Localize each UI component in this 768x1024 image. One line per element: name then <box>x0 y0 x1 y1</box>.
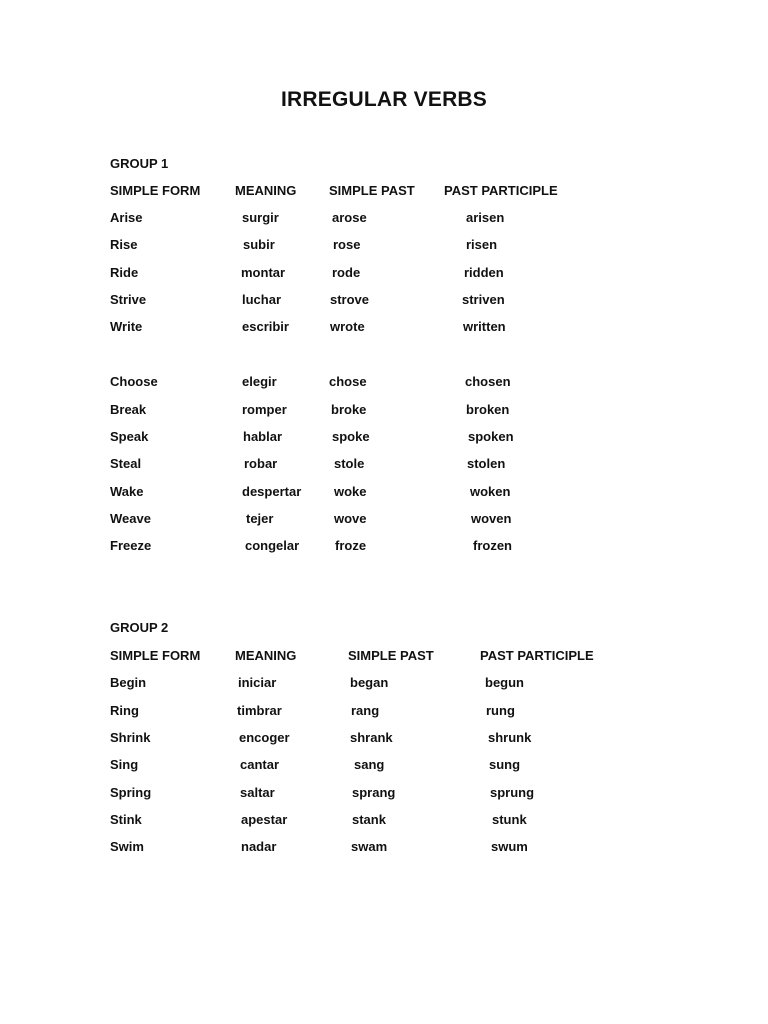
cell-meaning: robar <box>244 456 278 471</box>
cell-meaning: romper <box>242 402 287 417</box>
cell-meaning: apestar <box>241 812 288 827</box>
table-row <box>0 675 768 693</box>
header-simple-form: SIMPLE FORM <box>110 648 201 663</box>
cell-past-participle: frozen <box>473 538 512 553</box>
cell-simple-past: spoke <box>332 429 370 444</box>
cell-simple-form: Speak <box>110 429 149 444</box>
cell-past-participle: risen <box>466 237 498 252</box>
cell-simple-form: Sing <box>110 757 139 772</box>
cell-simple-past: froze <box>335 538 367 553</box>
cell-simple-form: Stink <box>110 812 142 827</box>
header-meaning: MEANING <box>235 648 297 663</box>
header-past-participle: PAST PARTICIPLE <box>480 648 594 663</box>
cell-meaning: luchar <box>242 292 282 307</box>
group-1-header-row <box>0 183 768 201</box>
cell-simple-past: stank <box>352 812 386 827</box>
cell-simple-form: Arise <box>110 210 143 225</box>
cell-meaning: hablar <box>243 429 283 444</box>
cell-simple-form: Swim <box>110 839 144 854</box>
header-meaning: MEANING <box>235 183 297 198</box>
table-row <box>0 429 768 447</box>
page-title: IRREGULAR VERBS <box>280 88 488 111</box>
cell-past-participle: sung <box>489 757 521 772</box>
cell-meaning: encoger <box>239 730 290 745</box>
cell-simple-form: Spring <box>110 785 152 800</box>
table-row <box>0 374 768 392</box>
cell-meaning: cantar <box>240 757 280 772</box>
cell-simple-form: Rise <box>110 237 138 252</box>
cell-meaning: timbrar <box>237 703 282 718</box>
cell-past-participle: written <box>463 319 506 334</box>
cell-meaning: tejer <box>246 511 274 526</box>
cell-simple-past: wove <box>334 511 367 526</box>
cell-meaning: subir <box>243 237 275 252</box>
header-past-participle: PAST PARTICIPLE <box>444 183 558 198</box>
cell-meaning: montar <box>241 265 286 280</box>
cell-past-participle: woken <box>470 484 511 499</box>
cell-simple-form: Write <box>110 319 143 334</box>
cell-past-participle: arisen <box>466 210 505 225</box>
cell-past-participle: swum <box>491 839 528 854</box>
cell-simple-form: Wake <box>110 484 144 499</box>
cell-meaning: despertar <box>242 484 302 499</box>
cell-meaning: congelar <box>245 538 300 553</box>
cell-simple-past: sang <box>354 757 385 772</box>
cell-past-participle: broken <box>466 402 510 417</box>
table-row <box>0 265 768 283</box>
cell-simple-form: Ride <box>110 265 139 280</box>
table-row <box>0 839 768 857</box>
header-simple-past: SIMPLE PAST <box>348 648 434 663</box>
cell-simple-form: Choose <box>110 374 158 389</box>
cell-meaning: iniciar <box>238 675 277 690</box>
cell-simple-past: swam <box>351 839 388 854</box>
cell-simple-past: stole <box>334 456 365 471</box>
cell-past-participle: stunk <box>492 812 527 827</box>
cell-past-participle: striven <box>462 292 505 307</box>
table-row <box>0 456 768 474</box>
cell-past-participle: spoken <box>468 429 514 444</box>
table-row <box>0 210 768 228</box>
cell-simple-past: arose <box>332 210 367 225</box>
cell-meaning: escribir <box>242 319 289 334</box>
table-row <box>0 757 768 775</box>
cell-past-participle: shrunk <box>488 730 532 745</box>
cell-simple-past: rode <box>332 265 361 280</box>
header-simple-past: SIMPLE PAST <box>329 183 415 198</box>
header-simple-form: SIMPLE FORM <box>110 183 201 198</box>
table-row <box>0 538 768 556</box>
table-row <box>0 402 768 420</box>
cell-meaning: saltar <box>240 785 275 800</box>
table-row <box>0 484 768 502</box>
group-1-label: GROUP 1 <box>110 156 169 171</box>
cell-simple-past: shrank <box>350 730 393 745</box>
table-row <box>0 703 768 721</box>
cell-simple-form: Weave <box>110 511 151 526</box>
group-2-label: GROUP 2 <box>110 620 169 635</box>
cell-simple-form: Shrink <box>110 730 151 745</box>
table-row <box>0 319 768 337</box>
table-row <box>0 730 768 748</box>
cell-simple-past: sprang <box>352 785 396 800</box>
table-row <box>0 292 768 310</box>
table-row <box>0 511 768 529</box>
cell-simple-past: rang <box>351 703 380 718</box>
cell-meaning: elegir <box>242 374 277 389</box>
cell-simple-past: rose <box>333 237 361 252</box>
cell-simple-form: Begin <box>110 675 147 690</box>
cell-simple-form: Strive <box>110 292 147 307</box>
cell-past-participle: woven <box>471 511 512 526</box>
cell-simple-form: Steal <box>110 456 142 471</box>
cell-simple-past: strove <box>330 292 370 307</box>
cell-meaning: nadar <box>241 839 277 854</box>
cell-simple-past: broke <box>331 402 367 417</box>
cell-meaning: surgir <box>242 210 279 225</box>
table-row <box>0 812 768 830</box>
group-2-header-row <box>0 648 768 666</box>
cell-past-participle: sprung <box>490 785 535 800</box>
cell-past-participle: ridden <box>464 265 504 280</box>
cell-past-participle: stolen <box>467 456 506 471</box>
cell-simple-past: began <box>350 675 389 690</box>
cell-simple-past: chose <box>329 374 367 389</box>
cell-simple-past: wrote <box>330 319 365 334</box>
cell-simple-form: Break <box>110 402 147 417</box>
cell-past-participle: begun <box>485 675 524 690</box>
cell-past-participle: rung <box>486 703 515 718</box>
cell-simple-form: Freeze <box>110 538 152 553</box>
cell-simple-past: woke <box>334 484 367 499</box>
table-row <box>0 237 768 255</box>
table-row <box>0 785 768 803</box>
cell-past-participle: chosen <box>465 374 511 389</box>
cell-simple-form: Ring <box>110 703 139 718</box>
